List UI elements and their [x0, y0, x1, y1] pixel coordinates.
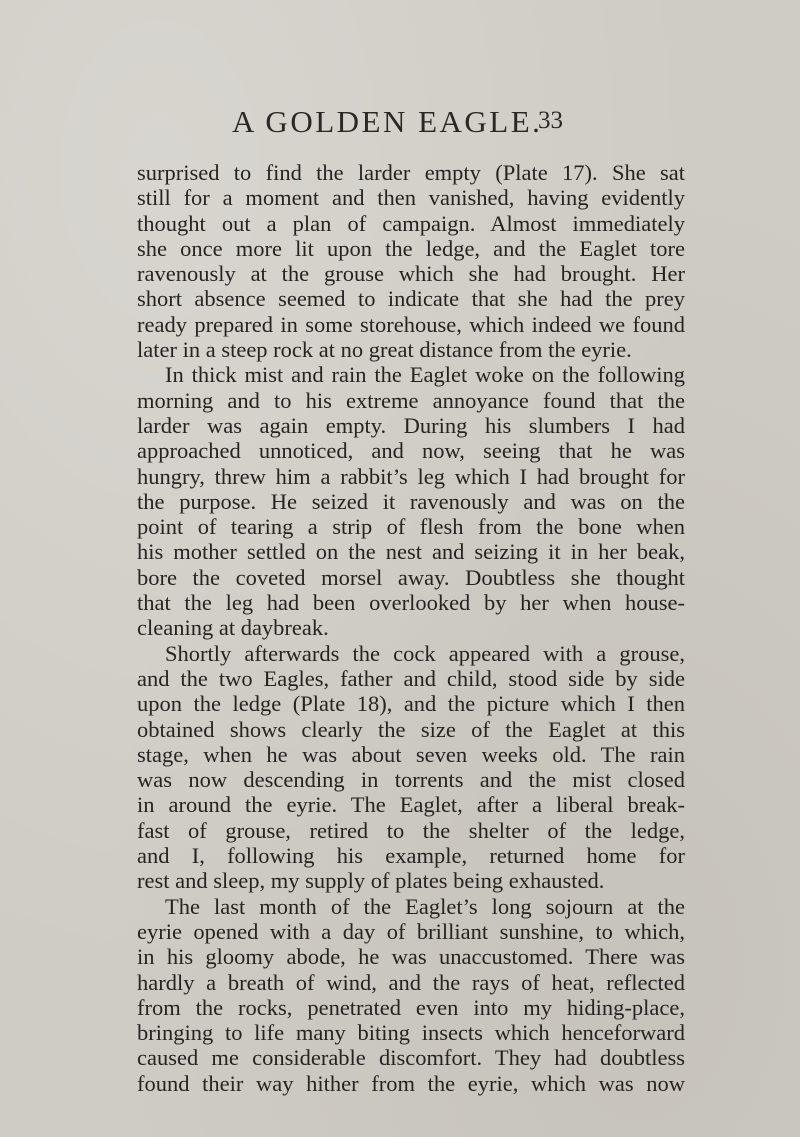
text-line: stage, when he was about seven weeks old. The rain [137, 741, 685, 767]
text-line: ravenously at the grouse which she had brought. Her [137, 261, 685, 287]
text-line: that the leg had been overlooked by her when house- [137, 590, 685, 616]
text-line: and the two Eagles, father and child, stood side by side [137, 665, 685, 691]
text-line: cleaning at daybreak. [137, 615, 329, 641]
text-line: thought out a plan of campaign. Almost immediately [137, 210, 685, 236]
text-line: rest and sleep, my supply of plates being exhausted. [137, 868, 605, 894]
text-line: his mother settled on the nest and seizing it in her beak, [137, 539, 685, 565]
text-line: larder was again empty. During his slumbers I had [137, 412, 685, 438]
text-line: found their way hither from the eyrie, which was now [137, 1070, 685, 1096]
text-line: Shortly afterwards the cock appeared with a grouse, [165, 640, 685, 666]
text-line: obtained shows clearly the size of the Eaglet at this [137, 716, 685, 742]
text-line: fast of grouse, retired to the shelter of the ledge, [137, 817, 685, 843]
text-line: she once more lit upon the ledge, and the Eaglet tore [137, 235, 685, 261]
text-line: morning and to his extreme annoyance found that the [137, 387, 685, 413]
text-line: bore the coveted morsel away. Doubtless she thought [137, 564, 685, 590]
text-line: short absence seemed to indicate that she had the prey [137, 286, 685, 312]
text-line: hungry, threw him a rabbit’s leg which I had brought for [137, 463, 685, 489]
text-line: point of tearing a strip of flesh from the bone when [137, 514, 685, 540]
page-number: 33 [538, 107, 563, 134]
running-head [0, 104, 800, 144]
text-line: later in a steep rock at no great distance from the eyrie. [137, 337, 632, 363]
running-title: A GOLDEN EAGLE. [232, 104, 543, 139]
text-line: caused me considerable discomfort. They had doubtless [137, 1045, 685, 1071]
text-line: eyrie opened with a day of brilliant sunshine, to which, [137, 918, 685, 944]
text-line: upon the ledge (Plate 18), and the picture which I then [137, 691, 685, 717]
text-line: surprised to find the larder empty (Plate 17). She sat [137, 160, 685, 185]
text-line: the purpose. He seized it ravenously and was on the [137, 488, 685, 514]
body-text [137, 160, 685, 1096]
text-line: In thick mist and rain the Eaglet woke on the following [165, 362, 685, 388]
text-line: still for a moment and then vanished, having evidently [137, 185, 685, 211]
text-line: bringing to life many biting insects which henceforward [137, 1020, 685, 1046]
text-line: ready prepared in some storehouse, which indeed we found [137, 311, 685, 337]
text-line: was now descending in torrents and the mist closed [137, 767, 685, 793]
text-line: and I, following his example, returned home for [137, 843, 685, 869]
text-line: in his gloomy abode, he was unaccustomed. There was [137, 944, 685, 970]
text-line: approached unnoticed, and now, seeing that he was [137, 438, 685, 464]
text-line: in around the eyrie. The Eaglet, after a liberal break- [137, 792, 685, 818]
text-line: hardly a breath of wind, and the rays of heat, reflected [137, 969, 685, 995]
text-line: from the rocks, penetrated even into my hiding-place, [137, 994, 685, 1020]
text-line: The last month of the Eaglet’s long sojourn at the [165, 893, 685, 919]
